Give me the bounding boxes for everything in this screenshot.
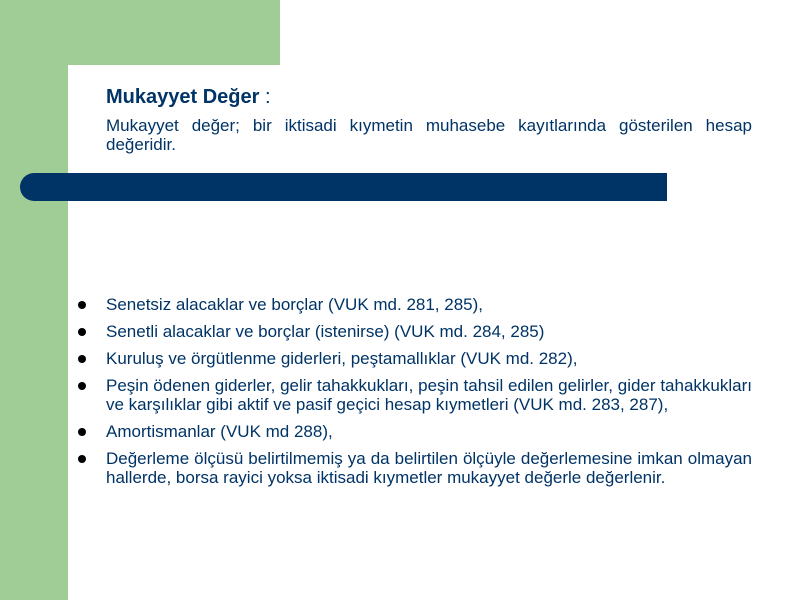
bullet-icon <box>78 382 86 390</box>
list-item-text: Senetli alacaklar ve borçlar (istenirse) (VUK md. 284, 285) <box>106 322 545 341</box>
list-item-text: Senetsiz alacaklar ve borçlar (VUK md. 281, 285), <box>106 295 484 314</box>
list-item <box>76 422 752 441</box>
list-item-text: Değerleme ölçüsü belirtilmemiş ya da belirtilen ölçüyle değerlemesine imkan olmayan hallerde, borsa rayici yoksa iktisadi kıymetler mukayyet değerle değerlenir. <box>106 449 752 487</box>
list-item-text: Amortismanlar (VUK md 288), <box>106 422 333 441</box>
bullet-icon <box>78 328 86 336</box>
green-side-band <box>0 0 68 600</box>
bullet-list <box>76 295 752 495</box>
bullet-icon <box>78 428 86 436</box>
divider-bar <box>20 173 667 201</box>
list-item <box>76 376 752 414</box>
bullet-icon <box>78 455 86 463</box>
slide-title <box>106 84 752 110</box>
list-item-text: Peşin ödenen giderler, gelir tahakkukları, peşin tahsil edilen gelirler, gider tahakkukları ve karşılıklar gibi aktif ve pasif geçici hesap kıymetleri (VUK md. 283, 287), <box>106 376 752 414</box>
list-item <box>76 295 752 314</box>
bullet-icon <box>78 301 86 309</box>
heading-block <box>106 84 752 154</box>
list-item <box>76 349 752 368</box>
slide-title-text: Mukayyet Değer <box>106 86 260 108</box>
list-item <box>76 322 752 341</box>
list-item <box>76 449 752 487</box>
definition-text: Mukayyet değer; bir iktisadi kıymetin muhasebe kayıtlarında gösterilen hesap değeridir. <box>106 116 752 154</box>
green-top-band <box>0 0 280 65</box>
list-item-text: Kuruluş ve örgütlenme giderleri, peştamallıklar (VUK md. 282), <box>106 349 578 368</box>
slide-title-colon: : <box>259 86 271 108</box>
bullet-icon <box>78 355 86 363</box>
